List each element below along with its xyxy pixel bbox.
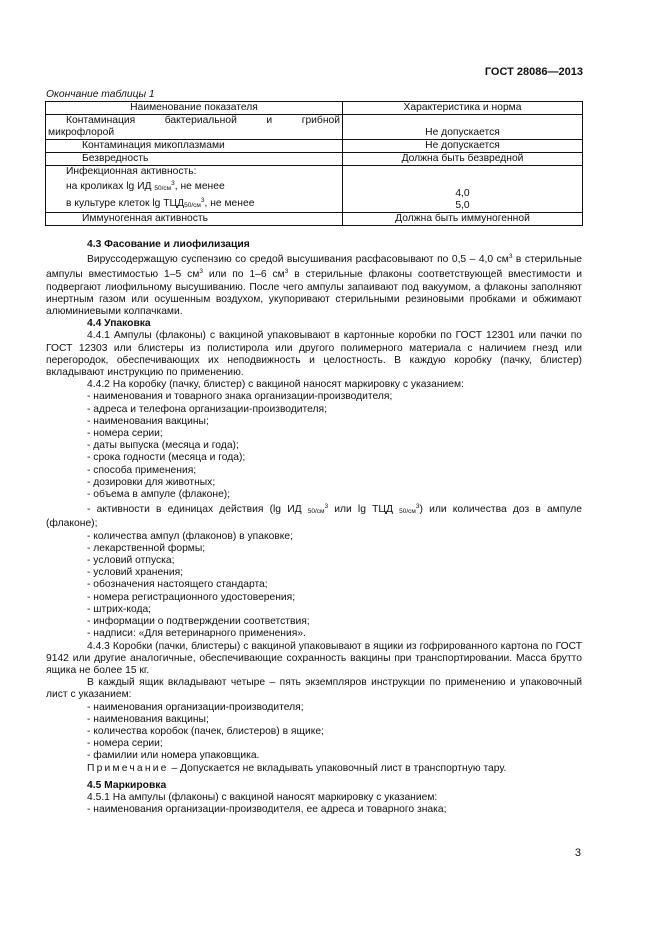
paragraph-text: или по 1–6 см xyxy=(202,269,285,281)
specification-table xyxy=(45,101,583,226)
page-number: 3 xyxy=(574,847,581,859)
paragraph-text: Вируссодержащую суспензию со средой высушивания расфасовывают по 0,5 – 4,0 см xyxy=(87,254,509,266)
list-item: - количества ампул (флаконов) в упаковке; xyxy=(87,530,293,542)
list-item: - способа применения; xyxy=(87,464,197,476)
list-item: - фамилии или номера упаковщика. xyxy=(87,750,260,762)
column-header-value: Характеристика и норма xyxy=(343,102,583,115)
cell-line: Контаминация бактериальной и грибной xyxy=(66,115,340,126)
cell-line: 4,0 xyxy=(455,188,470,199)
paragraph: 4.4.3 Коробки (пачки, блистеры) с вакциной упаковывают в ящики из гофрированного картона по ГОСТ 9142 или другие аналогичные, обеспечивающие сохранность вакцины при транспортировании. Масса брутто ящика не более 15 кг. xyxy=(46,640,582,676)
list-item: - обозначения настоящего стандарта; xyxy=(87,579,268,591)
cell-text: , не менее xyxy=(204,198,255,209)
cell-superscript: 3 xyxy=(171,180,175,187)
note-label: Примечание xyxy=(87,762,169,774)
table-cell-name: Иммуногенная активность xyxy=(46,213,343,226)
cell-line: микрофлорой xyxy=(48,127,115,138)
cell-line xyxy=(48,195,340,212)
list-item: - дозировки для животных; xyxy=(87,476,216,488)
list-item: - наименования организации-производителя; xyxy=(87,701,304,713)
marking-list xyxy=(46,804,582,816)
note xyxy=(46,763,582,775)
cell-text: на кроликах lg ИД xyxy=(66,181,152,192)
list-item: - надписи: «Для ветеринарного применения». xyxy=(87,628,306,640)
list-item: - условий отпуска; xyxy=(87,555,175,567)
list-item: - срока годности (месяца и года); xyxy=(87,452,246,464)
list-item-text: - активности в единицах действия (lg ИД xyxy=(87,504,308,516)
subscript: 50/см xyxy=(399,508,416,516)
list-item: - наименования вакцины; xyxy=(87,713,209,725)
list-item: - штрих-кода; xyxy=(87,603,152,615)
list-item: - наименования и товарного знака организации-производителя; xyxy=(87,391,393,403)
list-item: - количества коробок (пачек, блистеров) в ящике; xyxy=(87,725,324,737)
list-item: - номера серии; xyxy=(87,738,163,750)
note-text: – Допускается не вкладывать упаковочный лист в транспортную тару. xyxy=(168,762,507,774)
table-cell-value: Должна быть безвредной xyxy=(343,153,583,166)
list-item: - адреса и телефона организации-производителя; xyxy=(87,403,327,415)
paragraph-text: в стерильные флаконы соответствующей вместимости и подвергают лиофильному высушиванию. После чего ампулы запаивают под вакуумом, а флаконы заполняют инертным газом или осушенным воздухом, укупоривают стерильными резиновыми пробками и обжимают алюминиевыми колпачками. xyxy=(46,269,582,318)
list-item: - лекарственной формы; xyxy=(87,542,206,554)
marking-list xyxy=(46,531,582,641)
list-item: - объема в ампуле (флаконе); xyxy=(87,489,231,501)
table-cell-value: Не допускается xyxy=(343,115,583,140)
list-item-text: или lg ТЦД xyxy=(328,504,400,516)
list-item: - номера регистрационного удостоверения; xyxy=(87,591,296,603)
paragraph: В каждый ящик вкладывают четыре – пять экземпляров инструкции по применению и упаковочный лист с указанием: xyxy=(46,677,582,701)
table-row xyxy=(46,153,583,166)
paragraph: 4.4.1 Ампулы (флаконы) с вакциной упаковывают в картонные коробки по ГОСТ 12301 или пачки по ГОСТ 12303 или блистеры из полистирола или другого полимерного материала с наличием гнезд или перегородок, обеспечивающих их неподвижность и целостность. В каждую коробку (пачку, блистер) вкладывают инструкцию по применению. xyxy=(46,330,582,379)
table-cell-name xyxy=(46,166,343,213)
paragraph: 4.5.1 На ампулы (флаконы) с вакциной наносят маркировку с указанием: xyxy=(87,791,438,803)
cell-subscript: 50/см xyxy=(184,202,201,209)
table-cell-value: Должна быть иммуногенной xyxy=(343,213,583,226)
table-row xyxy=(46,140,583,153)
section-heading: 4.3 Фасование и лиофилизация xyxy=(87,239,250,250)
cell-line xyxy=(48,178,340,195)
table-cell-value: Не допускается xyxy=(343,140,583,153)
superscript: 3 xyxy=(415,503,420,511)
list-item: - наименования организации-производителя, ее адреса и товарного знака; xyxy=(87,804,447,816)
box-list xyxy=(46,702,582,763)
list-item xyxy=(46,501,582,530)
list-item: - условий хранения; xyxy=(87,567,184,579)
document-body xyxy=(46,239,582,816)
column-header-name: Наименование показателя xyxy=(46,102,343,115)
table-cell-value xyxy=(343,166,583,213)
list-item-text: ) или количества доз в ампуле (флаконе); xyxy=(46,504,582,530)
section-heading: 4.4 Упаковка xyxy=(87,318,151,330)
cell-superscript: 3 xyxy=(200,197,205,204)
list-item: - наименования вакцины; xyxy=(87,415,209,427)
subscript: 50/см xyxy=(307,508,325,516)
superscript: 3 xyxy=(324,503,329,511)
cell-text: в культуре клеток lg ТЦД xyxy=(66,198,185,209)
table-row xyxy=(46,213,583,226)
list-item: - даты выпуска (месяца и года); xyxy=(87,440,239,452)
paragraph: 4.4.2 На коробку (пачку, блистер) с вакциной наносят маркировку с указанием: xyxy=(87,379,464,391)
marking-list xyxy=(46,391,582,501)
table-cell-name xyxy=(46,115,343,140)
superscript: 3 xyxy=(199,268,203,276)
list-item: - номера серии; xyxy=(87,428,163,440)
document-header: ГОСТ 28086—2013 xyxy=(484,66,583,78)
cell-line: Инфекционная активность: xyxy=(66,166,197,177)
cell-text: , не менее xyxy=(174,181,225,192)
table-row xyxy=(46,166,583,213)
paragraph-text: в стерильные ампулы вместимостью 1–5 см xyxy=(46,254,582,281)
superscript: 3 xyxy=(284,268,289,276)
paragraph xyxy=(46,251,582,318)
table-cell-name: Контаминация микоплазмами xyxy=(46,140,343,153)
table-cell-name: Безвредность xyxy=(46,153,343,166)
table-row xyxy=(46,115,583,140)
table-header-row xyxy=(46,102,583,115)
cell-subscript: 50/см xyxy=(154,185,172,192)
section-heading: 4.5 Маркировка xyxy=(87,779,167,791)
list-item: - информации о подтверждении соответствия; xyxy=(87,616,310,628)
superscript: 3 xyxy=(508,253,513,261)
cell-line: 5,0 xyxy=(455,200,470,211)
table-caption: Окончание таблицы 1 xyxy=(46,89,155,100)
